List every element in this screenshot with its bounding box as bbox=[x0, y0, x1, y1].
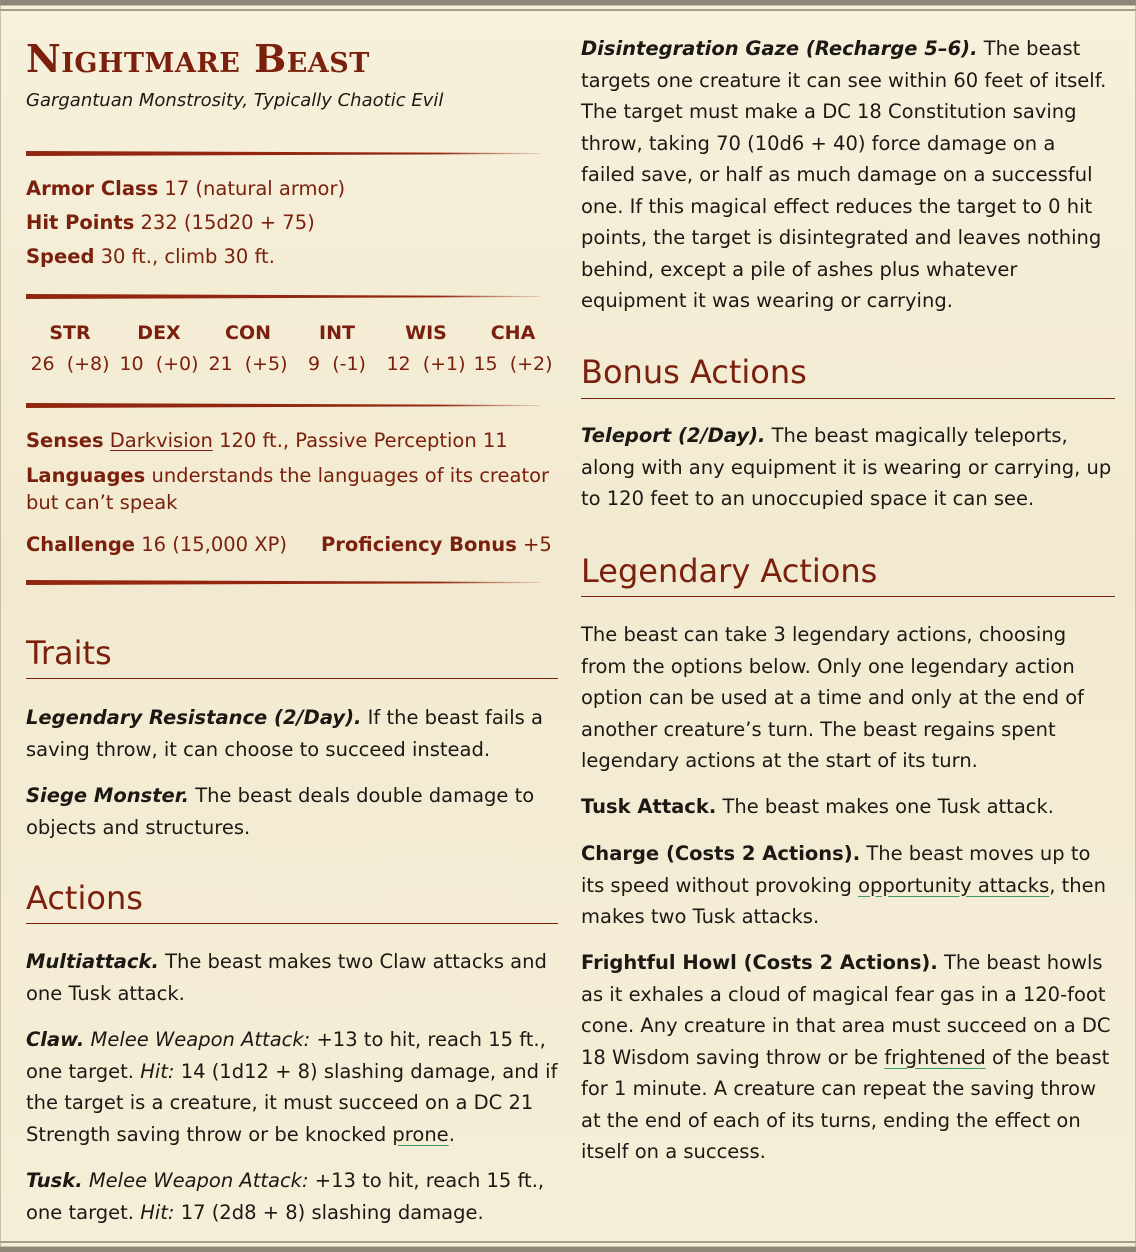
divider-rule bbox=[26, 403, 540, 408]
ability-value bbox=[204, 347, 292, 381]
languages-value: understands the languages of its creator but can’t speak bbox=[26, 464, 550, 514]
darkvision-link[interactable]: Darkvision bbox=[109, 429, 213, 452]
action-name: Charge (Costs 2 Actions). bbox=[581, 842, 861, 865]
monster-type-line: Gargantuan Monstrosity, Typically Chaotic Evil bbox=[26, 90, 444, 111]
attack-type: Melee Weapon Attack: bbox=[88, 1169, 309, 1192]
ability-score: 10 bbox=[119, 353, 144, 375]
action-text: The beast magically teleports, along with any equipment it is wearing or carrying, up to 120 feet to an unoccupied space it can see. bbox=[581, 424, 1112, 510]
languages bbox=[26, 462, 556, 516]
speed bbox=[26, 243, 275, 271]
speed-label: Speed bbox=[26, 245, 95, 268]
trait-siege-monster bbox=[26, 780, 558, 843]
divider-rule bbox=[26, 294, 540, 299]
ability-cha bbox=[470, 319, 556, 381]
action-text: The beast makes two Claw attacks and one Tusk attack. bbox=[26, 950, 547, 1005]
action-multiattack bbox=[26, 946, 558, 1009]
actions-heading: Actions bbox=[26, 878, 558, 924]
ability-name: WIS bbox=[405, 322, 447, 344]
action-text: The beast makes one Tusk attack. bbox=[722, 795, 1054, 818]
proficiency-value: +5 bbox=[523, 533, 552, 556]
legendary-frightful-howl bbox=[581, 947, 1115, 1168]
trait-name: Siege Monster. bbox=[26, 784, 190, 807]
ability-value bbox=[292, 347, 382, 381]
ability-name: INT bbox=[319, 322, 355, 344]
action-name: Teleport (2/Day). bbox=[581, 424, 766, 447]
ability-str bbox=[26, 319, 114, 381]
action-name: Tusk. bbox=[26, 1169, 83, 1192]
ability-modifier: (+2) bbox=[509, 353, 553, 375]
armor-class-value: 17 (natural armor) bbox=[164, 177, 346, 200]
divider-rule bbox=[26, 151, 540, 156]
senses-label: Senses bbox=[26, 429, 104, 452]
action-claw bbox=[26, 1024, 558, 1150]
bonus-actions-heading: Bonus Actions bbox=[581, 352, 1115, 399]
ability-dex bbox=[114, 319, 204, 381]
hit-label: Hit: bbox=[140, 1200, 175, 1224]
attack-to-hit: +13 to hit, reach 15 ft., one target. bbox=[26, 1169, 545, 1224]
challenge-label: Challenge bbox=[26, 533, 136, 556]
trait-name: Legendary Resistance (2/Day). bbox=[26, 706, 362, 729]
action-name: Claw. bbox=[26, 1028, 85, 1051]
ability-modifier: (+5) bbox=[244, 353, 288, 375]
action-text-after: , then makes two Tusk attacks. bbox=[581, 873, 1106, 928]
ability-modifier: (+0) bbox=[155, 353, 199, 375]
ability-score: 9 bbox=[308, 353, 321, 375]
speed-value: 30 ft., climb 30 ft. bbox=[100, 245, 275, 268]
hit-points-value: 232 (15d20 + 75) bbox=[140, 211, 315, 234]
ability-name: CHA bbox=[490, 322, 536, 344]
ability-score: 12 bbox=[386, 353, 411, 375]
challenge bbox=[26, 531, 287, 559]
ability-name: DEX bbox=[137, 322, 181, 344]
armor-class-label: Armor Class bbox=[26, 177, 159, 200]
ability-modifier: (+8) bbox=[66, 353, 110, 375]
proficiency-label: Proficiency Bonus bbox=[321, 533, 517, 556]
attack-type: Melee Weapon Attack: bbox=[90, 1028, 311, 1051]
ability-wis bbox=[382, 319, 470, 381]
trait-text: The beast deals double damage to objects and structures. bbox=[26, 784, 535, 839]
armor-class bbox=[26, 175, 345, 203]
trait-text: If the beast fails a saving throw, it can choose to succeed instead. bbox=[26, 706, 543, 761]
hit-points-label: Hit Points bbox=[26, 211, 135, 234]
ability-modifier: (+1) bbox=[422, 353, 466, 375]
ability-value bbox=[114, 347, 204, 381]
bonus-action-teleport bbox=[581, 420, 1115, 515]
action-tusk bbox=[26, 1165, 558, 1228]
action-name: Tusk Attack. bbox=[581, 795, 717, 818]
traits-heading: Traits bbox=[26, 633, 558, 679]
action-text: The beast targets one creature it can see within 60 feet of itself. The target must make a DC 18 Constitution saving throw, taking 70 (10d6 + 40) force damage on a failed save, or half as much damage on a successful one. If this magical effect reduces the target to 0 hit points, the target is disintegrated and leaves nothing behind, except a pile of ashes plus whatever equipment it was wearing or carrying. bbox=[581, 37, 1107, 312]
ability-score: 15 bbox=[473, 353, 498, 375]
prone-link[interactable]: prone bbox=[392, 1122, 449, 1146]
action-text-end: . bbox=[448, 1122, 455, 1146]
challenge-value: 16 (15,000 XP) bbox=[141, 533, 287, 556]
ability-scores bbox=[26, 319, 558, 381]
ability-score: 21 bbox=[208, 353, 233, 375]
divider-rule bbox=[26, 580, 540, 585]
action-text: 17 (2d8 + 8) slashing damage. bbox=[180, 1200, 484, 1224]
ability-name: STR bbox=[49, 322, 91, 344]
ability-value bbox=[470, 347, 556, 381]
legendary-tusk-attack bbox=[581, 791, 1115, 823]
action-disintegration-gaze bbox=[581, 33, 1115, 317]
hit-label: Hit: bbox=[140, 1059, 175, 1083]
action-name: Multiattack. bbox=[26, 950, 159, 973]
opportunity-attacks-link[interactable]: opportunity attacks bbox=[858, 873, 1050, 897]
frightened-link[interactable]: frightened bbox=[884, 1045, 986, 1069]
trait-legendary-resistance bbox=[26, 702, 558, 765]
senses bbox=[26, 427, 556, 455]
proficiency-bonus bbox=[321, 531, 552, 559]
ability-score: 26 bbox=[30, 353, 55, 375]
legendary-charge bbox=[581, 838, 1115, 933]
action-text-after: of the beast for 1 minute. A creature can repeat the saving throw at the end of each of its turns, ending the effect on itself on a success. bbox=[581, 1045, 1110, 1163]
action-text: 14 (1d12 + 8) slashing damage, and if the target is a creature, it must succeed on a DC 21 Strength saving throw or be knocked bbox=[26, 1059, 558, 1146]
action-text: The beast moves up to its speed without provoking bbox=[581, 842, 1091, 897]
languages-label: Languages bbox=[26, 464, 146, 487]
action-name: Disintegration Gaze (Recharge 5–6). bbox=[581, 37, 978, 60]
ability-value bbox=[382, 347, 470, 381]
action-name: Frightful Howl (Costs 2 Actions). bbox=[581, 951, 938, 974]
monster-name: Nightmare Beast bbox=[26, 36, 370, 81]
legendary-actions-intro: The beast can take 3 legendary actions, choosing from the options below. Only one legendary action option can be used at a time and only at the end of another creature’s turn. The beast regains spent legendary actions at the start of its turn. bbox=[581, 623, 1085, 772]
ability-con bbox=[204, 319, 292, 381]
ability-modifier: (-1) bbox=[332, 353, 366, 375]
action-text: The beast howls as it exhales a cloud of magical fear gas in a 120-foot cone. Any creature in that area must succeed on a DC 18 Wisdom saving throw or be bbox=[581, 951, 1111, 1069]
hit-points bbox=[26, 209, 315, 237]
ability-name: CON bbox=[225, 322, 271, 344]
senses-value: 120 ft., Passive Perception 11 bbox=[212, 429, 508, 452]
attack-to-hit: +13 to hit, reach 15 ft., one target. bbox=[26, 1028, 546, 1083]
ability-int bbox=[292, 319, 382, 381]
legendary-actions-heading: Legendary Actions bbox=[581, 551, 1115, 597]
ability-value bbox=[26, 347, 114, 381]
